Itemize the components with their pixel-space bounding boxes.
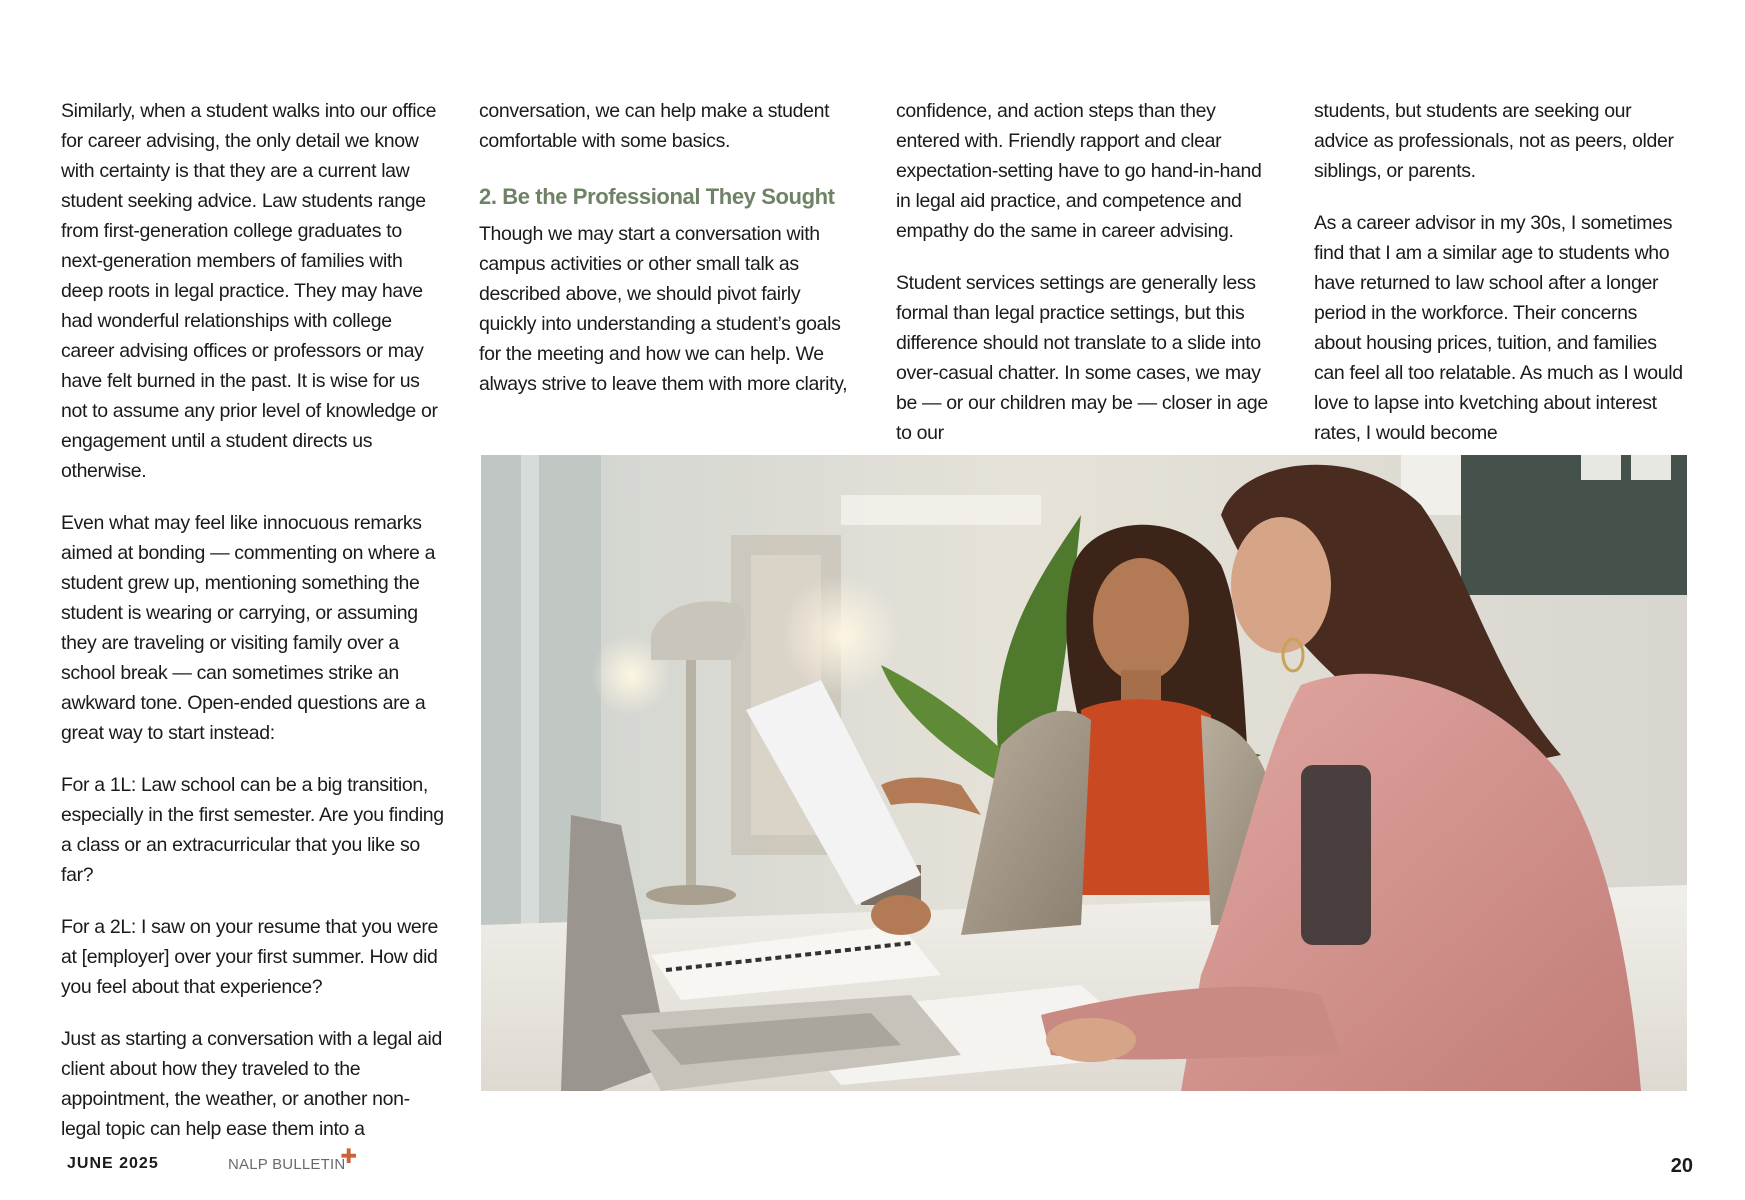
- paragraph: Though we may start a conversation with campus activities or other small talk as described above, we should pivot fairly quickly into understanding a student’s goals for the meeting and how we can help. We always strive to leave them with more clarity,: [479, 223, 848, 395]
- paragraph: Just as starting a conversation with a legal aid client about how they traveled to the appointment, the weather, or another non-legal topic can help ease them into a: [61, 1028, 442, 1140]
- paragraph: Student services settings are generally less formal than legal practice settings, but this difference should not translate to a slide into over-casual chatter. In some cases, we may be — or our children may be — closer in age to our: [896, 272, 1268, 444]
- paragraph: students, but students are seeking our advice as professionals, not as peers, older siblings, or parents.: [1314, 100, 1674, 182]
- article-photo: [481, 455, 1687, 1091]
- paragraph: For a 1L: Law school can be a big transition, especially in the first semester. Are you finding a class or an extracurricular that you like so far?: [61, 774, 444, 886]
- paragraph: Similarly, when a student walks into our office for career advising, the only detail we know with certainty is that they are a current law student seeking advice. Law students range from first-generation college graduates to next-generation members of families with deep roots in legal practice. They may have had wonderful relationships with college career advising offices or professors or may have felt burned in the past. It is wise for us not to assume any prior level of knowledge or engagement until a student directs us otherwise.: [61, 100, 438, 482]
- office-meeting-illustration: [481, 455, 1687, 1091]
- article-column-2: [479, 96, 851, 421]
- publication-name: [228, 1146, 358, 1173]
- page-number: 20: [1670, 1155, 1693, 1177]
- paragraph: conversation, we can help make a student comfortable with some basics.: [479, 100, 830, 152]
- publication-name-text: NALP BULLETIN: [228, 1156, 346, 1173]
- article-column-1: [61, 96, 446, 1166]
- section-heading: 2. Be the Professional They Sought: [479, 184, 835, 209]
- paragraph: As a career advisor in my 30s, I sometimes find that I am a similar age to students who have returned to law school after a longer period in the workforce. Their concerns about housing prices, tuition, and families can feel all too relatable. As much as I would love to lapse into kvetching about interest rates, I would become: [1314, 212, 1683, 444]
- article-column-3: [896, 96, 1268, 470]
- paragraph: confidence, and action steps than they entered with. Friendly rapport and clear expectation-setting have to go hand-in-hand in legal aid practice, and competence and empathy do the same in career advising.: [896, 100, 1262, 242]
- issue-date: JUNE 2025: [67, 1155, 159, 1172]
- plus-icon: ✚: [340, 1146, 358, 1168]
- paragraph: Even what may feel like innocuous remarks aimed at bonding — commenting on where a student grew up, mentioning something the student is wearing or carrying, or assuming they are traveling or visiting family over a school break — can sometimes strike an awkward tone. Open-ended questions are a great way to start instead:: [61, 512, 436, 744]
- article-column-4: [1314, 96, 1686, 470]
- paragraph: For a 2L: I saw on your resume that you were at [employer] over your first summer. How did you feel about that experience?: [61, 916, 438, 998]
